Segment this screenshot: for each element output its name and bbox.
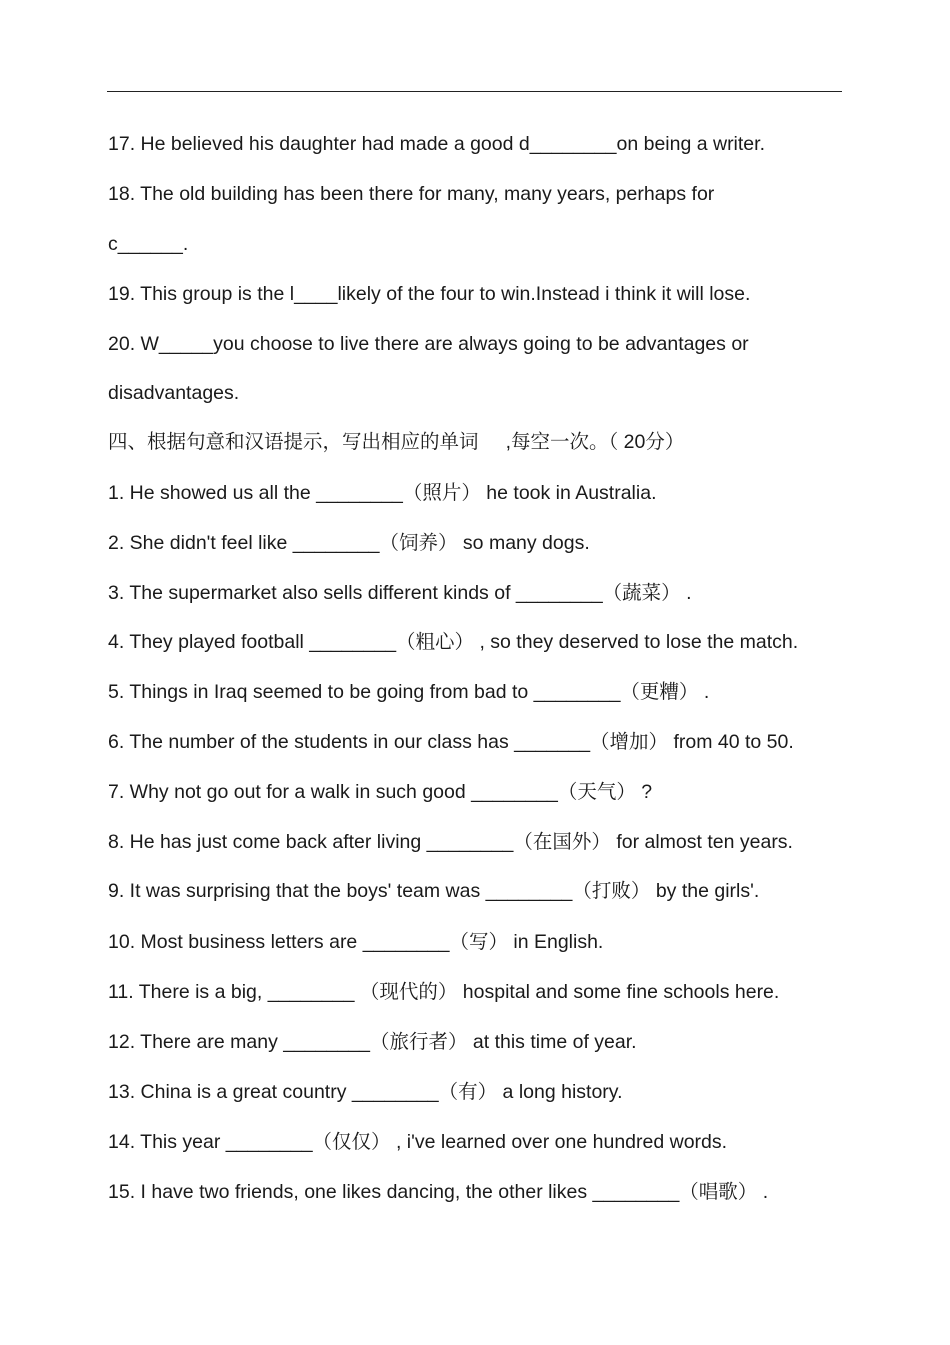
item-1: 1. He showed us all the ________（照片） he took in Australia. bbox=[108, 482, 657, 504]
item-12: 12. There are many ________（旅行者） at this time of year. bbox=[108, 1031, 637, 1053]
item-6: 6. The number of the students in our class has _______（增加） from 40 to 50. bbox=[108, 731, 794, 753]
header-rule bbox=[107, 91, 842, 92]
item-10: 10. Most business letters are ________（写） in English. bbox=[108, 931, 604, 953]
question-18: 18. The old building has been there for many, many years, perhaps for bbox=[108, 183, 715, 205]
question-18-cont: c______. bbox=[108, 233, 189, 255]
item-9: 9. It was surprising that the boys' team was ________（打败） by the girls'. bbox=[108, 880, 760, 902]
item-11: 11. There is a big, ________ （现代的） hospital and some fine schools here. bbox=[108, 981, 780, 1003]
item-7: 7. Why not go out for a walk in such good ________（天气） ? bbox=[108, 781, 653, 803]
item-8: 8. He has just come back after living ________（在国外） for almost ten years. bbox=[108, 831, 793, 853]
question-20: 20. W_____you choose to live there are always going to be advantages or bbox=[108, 333, 749, 355]
item-15: 15. I have two friends, one likes dancing, the other likes ________（唱歌） . bbox=[108, 1181, 769, 1203]
question-20-cont: disadvantages. bbox=[108, 382, 240, 404]
item-14: 14. This year ________（仅仅） , i've learned over one hundred words. bbox=[108, 1131, 728, 1153]
item-13: 13. China is a great country ________（有） a long history. bbox=[108, 1081, 623, 1103]
question-17: 17. He believed his daughter had made a good d________on being a writer. bbox=[108, 133, 765, 155]
item-2: 2. She didn't feel like ________（饲养） so many dogs. bbox=[108, 532, 590, 554]
item-3: 3. The supermarket also sells different kinds of ________（蔬菜） . bbox=[108, 582, 692, 604]
item-4: 4. They played football ________（粗心） , so they deserved to lose the match. bbox=[108, 631, 799, 653]
question-19: 19. This group is the l____likely of the four to win.Instead i think it will lose. bbox=[108, 283, 751, 305]
item-5: 5. Things in Iraq seemed to be going from bad to ________（更糟） . bbox=[108, 681, 710, 703]
section-heading: 四、根据句意和汉语提示，写出相应的单词 ,每空一次。（ 20分） bbox=[108, 431, 685, 453]
